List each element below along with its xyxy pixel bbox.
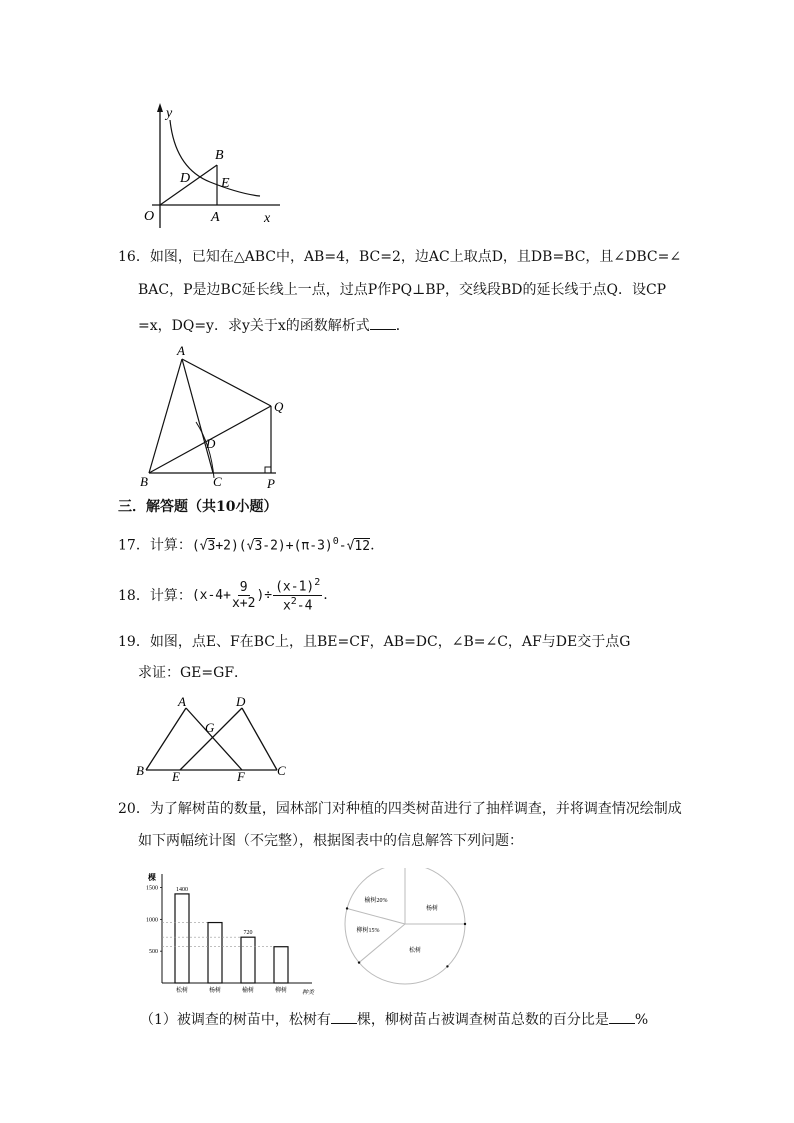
answer-blank-willow[interactable]: [609, 1011, 635, 1024]
pie-point-2: [358, 961, 360, 963]
label-q16: Q: [274, 399, 284, 414]
q17-sqrt1-sign: √: [199, 538, 208, 554]
q16-line3: [138, 316, 410, 336]
segment-de19: [180, 708, 242, 770]
q18-den1: x+2: [231, 595, 256, 611]
segment-ab19: [146, 708, 186, 770]
q20-sub1: [140, 1010, 648, 1030]
q20-sub1-b: 棵，柳树苗占被调查树苗总数的百分比是: [356, 1012, 609, 1028]
bar-chart: [136, 868, 326, 1003]
label-d16: D: [206, 436, 216, 451]
pie-label-3: 榆树20%: [364, 898, 388, 904]
label-p16: P: [267, 476, 275, 490]
bar-ytick-label-0: 500: [149, 949, 158, 956]
q20-line2: 如下两幅统计图（不完整），根据图表中的信息解答下列问题：: [138, 833, 523, 849]
figure-19: [134, 693, 294, 783]
q17: [118, 532, 375, 557]
q18-den2-wrap: [283, 596, 313, 613]
q17-sqrt3: 12: [354, 538, 371, 554]
figure-15: [140, 100, 290, 230]
q20-sub1-c: %: [634, 1012, 649, 1028]
bar-category-1: 杨树: [208, 988, 222, 994]
bar-3: [274, 947, 288, 983]
q18-den2-b: -4: [296, 597, 313, 613]
q18-num2-wrap: [273, 577, 322, 595]
answer-blank[interactable]: [370, 317, 396, 330]
label-e: E: [221, 176, 230, 191]
label-a16: A: [177, 343, 185, 358]
pie-label-0: 杨树: [425, 906, 439, 912]
label-o: O: [144, 209, 155, 224]
bar-2: [241, 937, 255, 983]
q19-line1: 19．如图，点E、F在BC上，且BE=CF，AB=DC，∠B=∠C，AF与DE交于点G: [118, 634, 631, 650]
label-y: y: [166, 106, 173, 121]
label-a19: A: [178, 694, 186, 709]
q17-expr-a: (: [191, 538, 200, 554]
label-d: D: [180, 171, 191, 186]
q17-expr-d: -: [338, 538, 347, 554]
bar-category-3: 柳树: [274, 988, 288, 994]
label-d19: D: [236, 694, 246, 709]
bar-category-2: 榆树: [241, 988, 255, 994]
pie-label-2: 柳树15%: [356, 928, 380, 934]
label-b16: B: [140, 474, 148, 489]
q16-line1: 16．如图，已知在△ABC中，AB=4，BC=2，边AC上取点D，且DB=BC，且∠DBC=∠: [118, 249, 682, 265]
q18-num1: 9: [239, 579, 248, 595]
label-x: x: [264, 211, 271, 226]
q16-line3-text: =x，DQ=y．求y关于x的函数解析式: [138, 318, 370, 334]
q20-sub1-a: （1）被调查的树苗中，松树有: [140, 1012, 331, 1028]
q18-num2: (x-1): [275, 579, 315, 595]
q18-den2-sup: 2: [290, 595, 297, 607]
q18-prefix: 18．计算：: [118, 588, 192, 604]
q17-prefix: 17．计算：: [118, 537, 192, 554]
label-b19: B: [136, 763, 144, 778]
pie-point-3: [346, 907, 348, 909]
segment-ac16: [182, 359, 213, 473]
pie-point-extra: [446, 965, 448, 967]
bar-value-label-2: 720: [243, 930, 253, 937]
label-f19: F: [237, 769, 245, 783]
q18-open: (x-4+: [191, 587, 231, 603]
q18-num2-sup: 2: [314, 577, 321, 589]
label-g19: G: [205, 720, 215, 735]
bar-0: [175, 894, 189, 983]
pie-divider-3: [347, 908, 405, 924]
q16-line3-end: ．: [395, 318, 410, 334]
bar-xlabel: 种类: [302, 990, 315, 996]
q18-end: .: [323, 587, 328, 603]
pie-point-1: [464, 923, 466, 925]
label-b: B: [215, 148, 224, 163]
answer-blank-pine[interactable]: [331, 1011, 357, 1024]
right-angle-mark: [265, 467, 271, 473]
q17-end: .: [370, 537, 375, 554]
bar-1: [208, 923, 222, 983]
section-title: 三．解答题（共10小题）: [118, 499, 278, 515]
bar-ytick-label-2: 1500: [146, 885, 158, 892]
q17-sqrt2-sign: √: [246, 538, 255, 554]
bar-value-label-0: 1400: [176, 886, 188, 893]
label-a: A: [211, 210, 220, 225]
q17-expr-b: +2)(: [215, 538, 247, 554]
q17-expr-c: -2)+(π-3): [262, 538, 333, 554]
q17-sup: 0: [332, 536, 339, 547]
label-c19: C: [277, 763, 286, 778]
pie-label-1: 松树: [408, 948, 422, 954]
bar-category-0: 松树: [175, 988, 189, 994]
q18-frac2: [273, 577, 322, 613]
q17-sqrt1: 3: [207, 538, 216, 554]
bar-ytick-label-1: 1000: [146, 917, 158, 924]
q16-line2: BAC，P是边BC延长线上一点，过点P作PQ⊥BP，交线段BD的延长线于点Q．设CP: [138, 282, 667, 298]
q18-frac1: [232, 580, 255, 611]
q17-sqrt3-sign: √: [346, 538, 355, 554]
bar-ylabel: 棵: [148, 873, 156, 882]
label-e19: E: [172, 769, 180, 783]
q17-sqrt2: 3: [254, 538, 263, 554]
figure-16: [136, 340, 296, 490]
y-axis-arrow: [157, 103, 163, 112]
segment-ab16: [149, 359, 182, 473]
q20-line1: 20．为了解树苗的数量，园林部门对种植的四类树苗进行了抽样调查，并将调查情况绘制成: [118, 801, 682, 817]
segment-aq16: [182, 359, 271, 406]
label-c16: C: [213, 474, 222, 489]
pie-chart: [340, 868, 480, 988]
q18-den2-a: x: [282, 597, 291, 613]
q18: [118, 572, 328, 618]
q18-div: )÷: [256, 587, 273, 603]
q19-line2: 求证：GE=GF．: [138, 665, 249, 681]
segment-dc19: [242, 708, 277, 770]
